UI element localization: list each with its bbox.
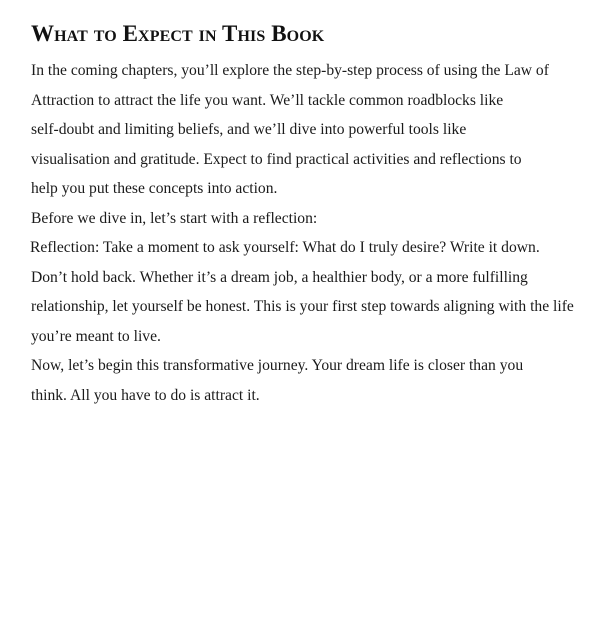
transition-paragraph — [31, 204, 591, 234]
section-heading: What to Expect in This Book — [31, 21, 325, 46]
text-line: visualisation and gratitude. Expect to find practical activities and reflections to — [31, 150, 522, 168]
text-line: Attraction to attract the life you want. We’ll tackle common roadblocks like — [31, 91, 504, 109]
text-line: Now, let’s begin this transformative journey. Your dream life is closer than you — [31, 357, 524, 374]
reflection-paragraph — [31, 233, 591, 351]
text-line: you’re meant to live. — [31, 327, 161, 345]
text-line: Before we dive in, let’s start with a reflection: — [31, 209, 318, 227]
text-line: Reflection: Take a moment to ask yourself: What do I truly desire? Write it down. — [30, 239, 540, 256]
closing-paragraph — [31, 351, 591, 410]
text-line: help you put these concepts into action. — [31, 180, 278, 197]
intro-paragraph — [31, 56, 591, 204]
book-page — [31, 18, 591, 410]
text-line: think. All you have to do is attract it. — [31, 386, 260, 404]
text-line: relationship, let yourself be honest. This is your first step towards aligning with the life — [31, 298, 574, 315]
text-line: self-doubt and limiting beliefs, and we’ll dive into powerful tools like — [31, 121, 467, 138]
text-line: Don’t hold back. Whether it’s a dream job, a healthier body, or a more fulfilling — [31, 268, 528, 286]
text-line: In the coming chapters, you’ll explore the step-by-step process of using the Law of — [31, 62, 549, 79]
